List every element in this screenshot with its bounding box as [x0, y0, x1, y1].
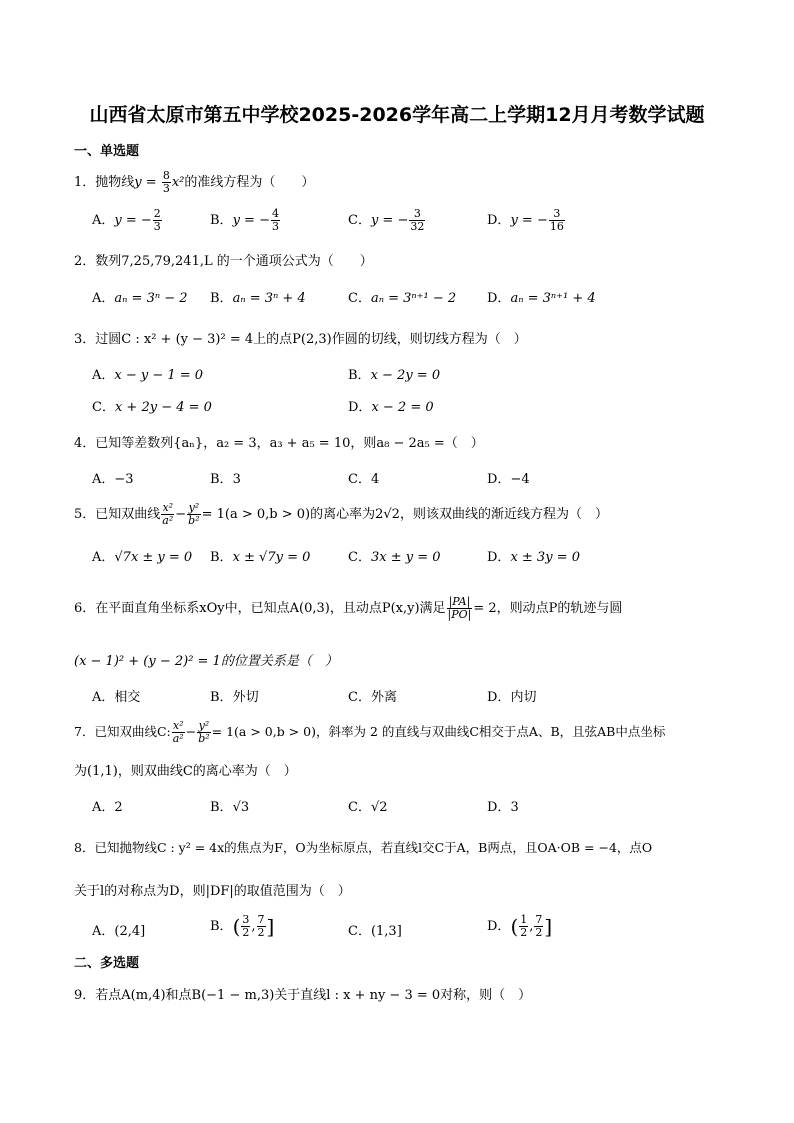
section-heading-single-choice: 一、单选题	[74, 144, 140, 159]
option-d[interactable]: D．−4	[487, 472, 530, 487]
option-a[interactable]: A．y = − $\frac{2}{3}$	[92, 207, 161, 233]
option-d[interactable]: D．x ± 3y = 0	[487, 550, 580, 565]
option-b[interactable]: B．y = − $\frac{4}{3}$	[210, 207, 279, 233]
option-b[interactable]: B．x − 2y = 0	[348, 368, 441, 383]
option-c[interactable]: C．4	[348, 472, 380, 487]
option-b[interactable]: B．3	[210, 472, 241, 487]
question-5: 5．已知双曲线 $\frac{\text{x²}}{\text{a²}}$ − $\frac{\text{y²}}{\text{b²}}$ = 1(a > 0,b > 0)的离心率为2√2，则该双曲线的渐近线方程为（ ）	[74, 501, 608, 527]
option-c[interactable]: C．外离	[348, 690, 397, 705]
option-d[interactable]: D．内切	[487, 690, 537, 705]
fraction: $\frac{8}{3}$	[162, 169, 170, 195]
question-6-line-2: (x − 1)² + (y − 2)² = 1的位置关系是（ ）	[74, 654, 338, 669]
option-d[interactable]: D．( $\frac{1}{2}$ , $\frac{7}{2}$ ]	[487, 913, 553, 939]
option-b[interactable]: B．aₙ = 3ⁿ + 4	[210, 291, 306, 306]
option-d[interactable]: D．y = − $\frac{3}{16}$	[487, 207, 564, 233]
option-c[interactable]: C．(1,3]	[348, 924, 402, 939]
option-b[interactable]: B．x ± √7y = 0	[210, 550, 311, 565]
option-c[interactable]: C．3x ± y = 0	[348, 550, 441, 565]
section-heading-multiple-choice: 二、多选题	[74, 956, 140, 971]
option-a[interactable]: A．aₙ = 3ⁿ − 2	[92, 291, 188, 306]
option-a[interactable]: A．2	[92, 800, 123, 815]
page-title: 山西省太原市第五中学校2025-2026学年高二上学期12月月考数学试题	[89, 104, 705, 126]
question-3: 3．过圆C : x² + (y − 3)² = 4上的点P(2,3)作圆的切线，则切线方程为（ ）	[74, 332, 527, 347]
option-c[interactable]: C．√2	[348, 800, 388, 815]
option-a[interactable]: A．√7x ± y = 0	[92, 550, 193, 565]
option-b[interactable]: B．( $\frac{3}{2}$ , $\frac{7}{2}$ ]	[210, 913, 275, 939]
option-b[interactable]: B．外切	[210, 690, 259, 705]
option-a[interactable]: A．(2,4]	[92, 924, 146, 939]
option-c[interactable]: C．x + 2y − 4 = 0	[92, 400, 212, 415]
option-b[interactable]: B．√3	[210, 800, 250, 815]
question-4: 4．已知等差数列{aₙ}，a₂ = 3，a₃ + a₅ = 10，则a₈ − 2a₅ =（ ）	[74, 436, 484, 451]
option-a[interactable]: A．−3	[92, 472, 134, 487]
question-7-line-2: 为(1,1)，则双曲线C的离心率为（ ）	[74, 764, 297, 779]
option-d[interactable]: D．aₙ = 3ⁿ⁺¹ + 4	[487, 291, 596, 306]
question-1: 1．抛物线y = $\frac{8}{3}$ x²的准线方程为（ ）	[74, 169, 315, 195]
question-9: 9．若点A(m,4)和点B(−1 − m,3)关于直线l : x + ny − 3 = 0对称，则（ ）	[74, 988, 532, 1003]
option-d[interactable]: D．3	[487, 800, 519, 815]
option-a[interactable]: A．相交	[92, 690, 141, 705]
option-c[interactable]: C．aₙ = 3ⁿ⁺¹ − 2	[348, 291, 457, 306]
option-c[interactable]: C．y = − $\frac{3}{32}$	[348, 207, 425, 233]
question-7: 7．已知双曲线C: $\frac{\text{x²}}{\text{a²}}$ − $\frac{\text{y²}}{\text{b²}}$ = 1(a > 0,b > 0)，斜率为 2 的直线与双曲线C相交于点A、B，且弦AB中点坐标	[74, 719, 666, 745]
question-8-line-2: 关于l的对称点为D，则|DF|的取值范围为（ ）	[74, 884, 351, 899]
question-6: 6．在平面直角坐标系xOy中，已知点A(0,3)，且动点P(x,y)满足 $\frac{|PA|}{|PO|}$ = 2，则动点P的轨迹与圆	[74, 595, 623, 621]
question-number: 1．	[74, 175, 96, 190]
question-2: 2．数列7,25,79,241,L 的一个通项公式为（ ）	[74, 254, 373, 269]
option-a[interactable]: A．x − y − 1 = 0	[92, 368, 204, 383]
option-d[interactable]: D．x − 2 = 0	[348, 400, 434, 415]
question-8: 8．已知抛物线C : y² = 4x的焦点为F，O为坐标原点，若直线l交C于A，B两点，且OA·OB = −4，点O	[74, 840, 653, 855]
